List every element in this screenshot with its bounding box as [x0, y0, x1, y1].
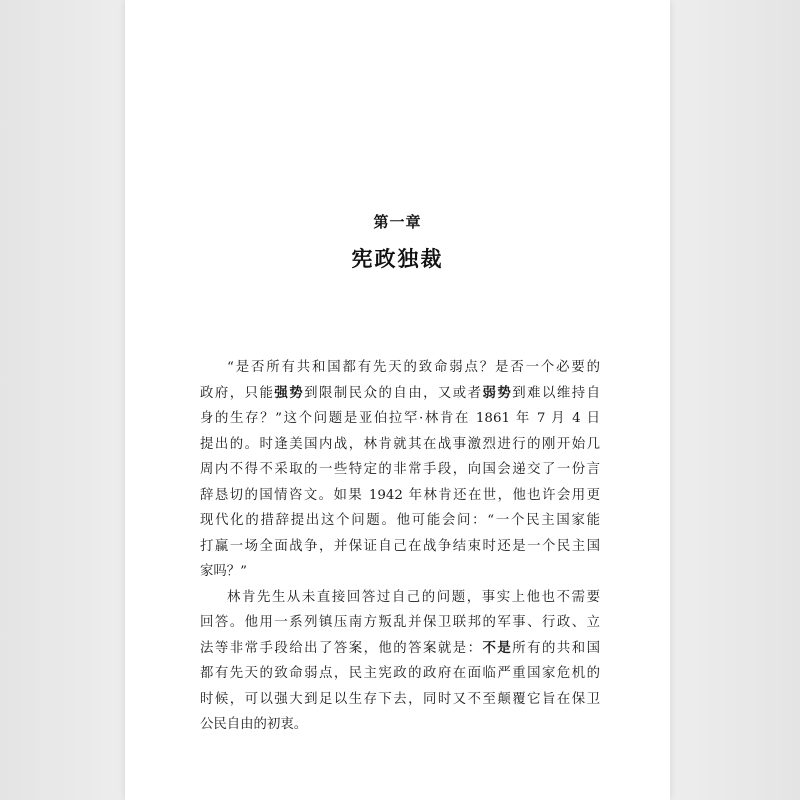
text-line [200, 636, 600, 662]
text-line [200, 687, 600, 713]
paragraph [200, 355, 600, 585]
text-segment: 周内不得不采取的一些特定的非常手段，向国会递交了一份言 [200, 462, 600, 477]
text-line [200, 457, 600, 483]
text-segment: “是否所有共和国都有先天的致命弱点？是否一个必要的 [227, 360, 600, 375]
text-line [200, 585, 600, 611]
text-segment: 法等非常手段给出了答案，他的答案就是： [200, 640, 483, 656]
chapter-title: 宪政独裁 [351, 246, 444, 271]
emphasis-text: 强势 [274, 384, 305, 401]
text-line [200, 406, 600, 432]
text-segment: 政府，只能 [200, 385, 275, 401]
text-segment: 打赢一场全面战争，并保证自己在战争结束时还是一个民主国 [200, 538, 600, 554]
book-page [125, 0, 670, 800]
text-segment: 到限制民众的自由，又或者 [304, 385, 483, 401]
body-text [200, 355, 600, 738]
text-segment: 回答。他用一系列镇压南方叛乱并保卫联邦的军事、行政、立 [200, 615, 600, 630]
text-segment: 到难以维持自 [512, 385, 601, 401]
text-segment: 家吗？” [200, 564, 248, 579]
text-segment: 现代化的措辞提出这个问题。他可能会问：“一个民主国家能 [200, 513, 600, 528]
text-line [200, 712, 600, 738]
text-line [200, 661, 600, 687]
text-segment: 公民自由的初衷。 [200, 717, 308, 732]
text-segment: 都有先天的致命弱点，民主宪政的政府在面临严重国家危机的 [200, 666, 600, 681]
text-segment: 时候，可以强大到足以生存下去，同时又不至颠覆它旨在保卫 [200, 691, 600, 707]
text-segment: 身的生存？”这个问题是亚伯拉罕·林肯在 1861 年 7 月 4 日 [200, 411, 600, 426]
text-segment: 所有的共和国 [512, 640, 601, 656]
emphasis-text: 不是 [482, 639, 513, 656]
text-line [200, 355, 600, 381]
chapter-number: 第一章 [373, 213, 422, 231]
text-line [200, 559, 600, 585]
text-line [200, 610, 600, 636]
text-segment: 辞恳切的国情咨文。如果 1942 年林肯还在世，他也许会用更 [200, 487, 600, 503]
emphasis-text: 弱势 [482, 384, 513, 401]
paragraph [200, 585, 600, 738]
text-line [200, 432, 600, 458]
text-line [200, 534, 600, 560]
text-line [200, 508, 600, 534]
text-segment: 林肯先生从未直接回答过自己的问题，事实上他也不需要 [227, 589, 600, 605]
text-line [200, 381, 600, 407]
text-segment: 提出的。时逢美国内战，林肯就其在战事激烈进行的刚开始几 [200, 436, 600, 452]
text-line [200, 483, 600, 509]
